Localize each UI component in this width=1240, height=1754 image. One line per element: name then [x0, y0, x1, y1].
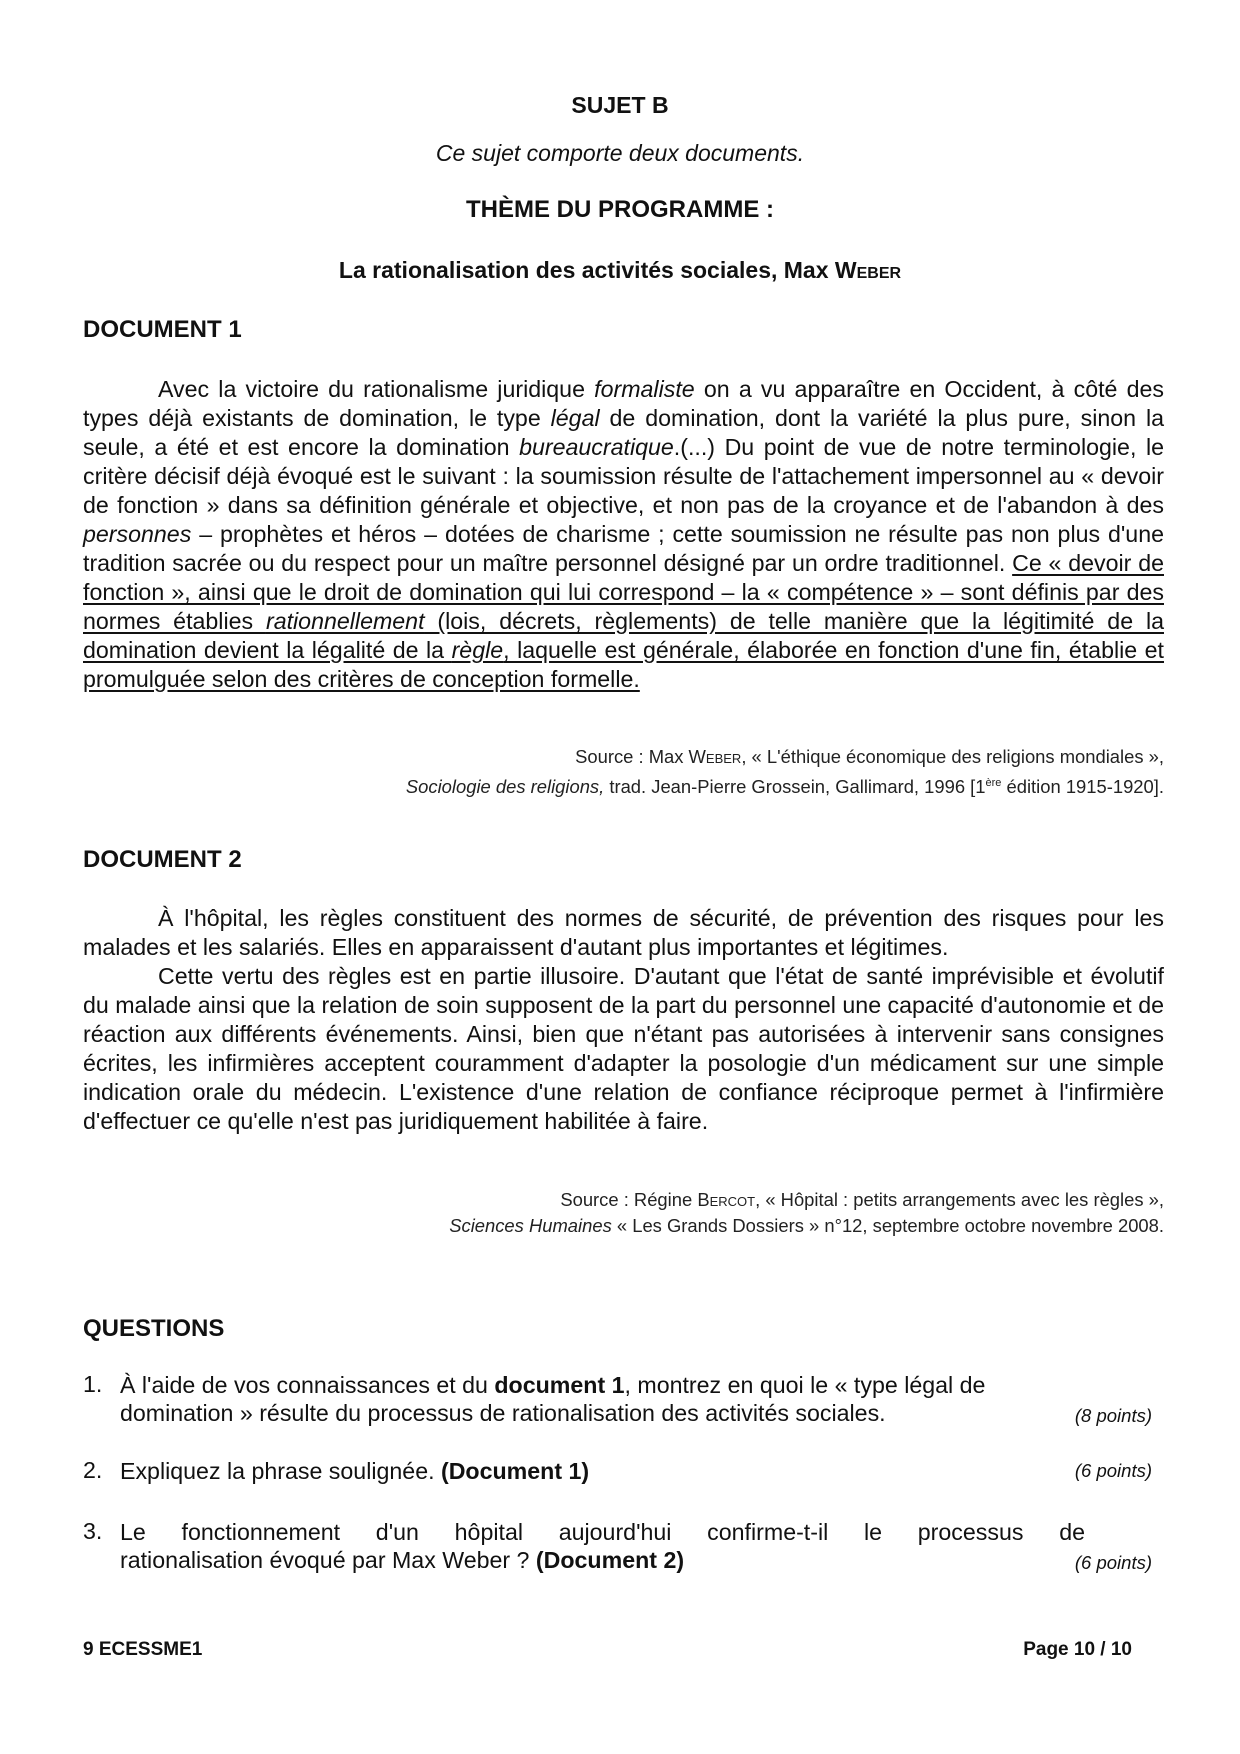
question-3-number: 3.: [83, 1518, 103, 1544]
question-1-points: (8 points): [1074, 1405, 1152, 1426]
subject-subtitle: Ce sujet comporte deux documents.: [435, 140, 805, 166]
question-2-points: (6 points): [1074, 1460, 1152, 1481]
document-1-heading: DOCUMENT 1: [83, 316, 242, 343]
underlined-sentence: Ce « devoir de fonction », ainsi que le droit de domination qui lui correspond – la « compétence » – sont définis par des normes établies rationnellement (lois, décrets, règlements) de telle manière que la légitimité de la domination devient la légalité de la règle, laquelle est générale, élaborée en fonction d'une fin, établie et promulguée selon des critères de conception formelle.: [83, 550, 1164, 692]
document-2-text: [83, 904, 1164, 1136]
document-2-heading: DOCUMENT 2: [83, 846, 242, 873]
theme-label: THÈME DU PROGRAMME :: [466, 196, 774, 223]
document-2-source: Source : Régine Bercot, « Hôpital : petits arrangements avec les règles », Sciences Humaines « Les Grands Dossiers » n°12, septembre octobre novembre 2008.: [449, 1189, 1164, 1236]
footer-code: 9 ECESSME1: [83, 1639, 203, 1660]
questions-heading: QUESTIONS: [83, 1315, 225, 1342]
document-2-paragraph-2: Cette vertu des règles est en partie illusoire. D'autant que l'état de santé imprévisible et évolutif du malade ainsi que la relation de soin supposent de la part du personnel une capacité d'autonomie et de réaction aux différents événements. Ainsi, bien que n'étant pas autorisées à intervenir sans consignes écrites, les infirmières acceptent couramment d'adapter la posologie d'un médicament sur une simple indication orale du médecin. L'existence d'une relation de confiance réciproque permet à l'infirmière d'effectuer ce qu'elle n'est pas juridiquement habilitée à faire.: [83, 963, 1164, 1134]
question-3-text: Le fonctionnement d'un hôpital aujourd'hui confirme-t-il le processus de rationalisation évoqué par Max Weber ? (Document 2): [120, 1519, 1085, 1573]
document-1-text: Avec la victoire du rationalisme juridique formaliste on a vu apparaître en Occident, à côté des types déjà existants de domination, le type légal de domination, dont la variété la plus pure, sinon la seule, a été et est encore la domination bureaucratique.(...) Du point de vue de notre terminologie, le critère décisif déjà évoqué est le suivant : la soumission résulte de l'attachement impersonnel au « devoir de fonction » dans sa définition générale et objective, et non pas de la croyance et de l'abandon à des personnes – prophètes et héros – dotées de charisme ; cette soumission ne résulte pas non plus d'une tradition sacrée ou du respect pour un maître personnel désigné par un ordre traditionnel. Ce « devoir de fonction », ainsi que le droit de domination qui lui correspond – la « compétence » – sont définis par des normes établies rationnellement (lois, décrets, règlements) de telle manière que la légitimité de la domination devient la légalité de la règle, laquelle est générale, élaborée en fonction d'une fin, établie et promulguée selon des critères de conception formelle.: [83, 376, 1165, 692]
question-1-number: 1.: [83, 1371, 103, 1397]
theme-title: La rationalisation des activités sociales, Max Weber: [338, 257, 902, 283]
footer-page-number: Page 10 / 10: [1023, 1639, 1132, 1660]
question-3-points: (6 points): [1074, 1552, 1152, 1573]
document-2-paragraph-1: À l'hôpital, les règles constituent des normes de sécurité, de prévention des risques pour les malades et les salariés. Elles en apparaissent d'autant plus importantes et légitimes.: [83, 905, 1164, 960]
question-2-number: 2.: [83, 1457, 103, 1483]
subject-title: SUJET B: [571, 92, 669, 118]
theme-author: Weber: [834, 257, 902, 283]
question-1-text: À l'aide de vos connaissances et du document 1, montrez en quoi le « type légal de domination » résulte du processus de rationalisation des activités sociales.: [120, 1372, 986, 1426]
question-2-text: Expliquez la phrase soulignée. (Document 1): [120, 1458, 590, 1484]
document-1-source: Source : Max Weber, « L'éthique économique des religions mondiales », Sociologie des religions, trad. Jean-Pierre Grossein, Gallimard, 1996 [1ère édition 1915-1920].: [405, 746, 1164, 798]
